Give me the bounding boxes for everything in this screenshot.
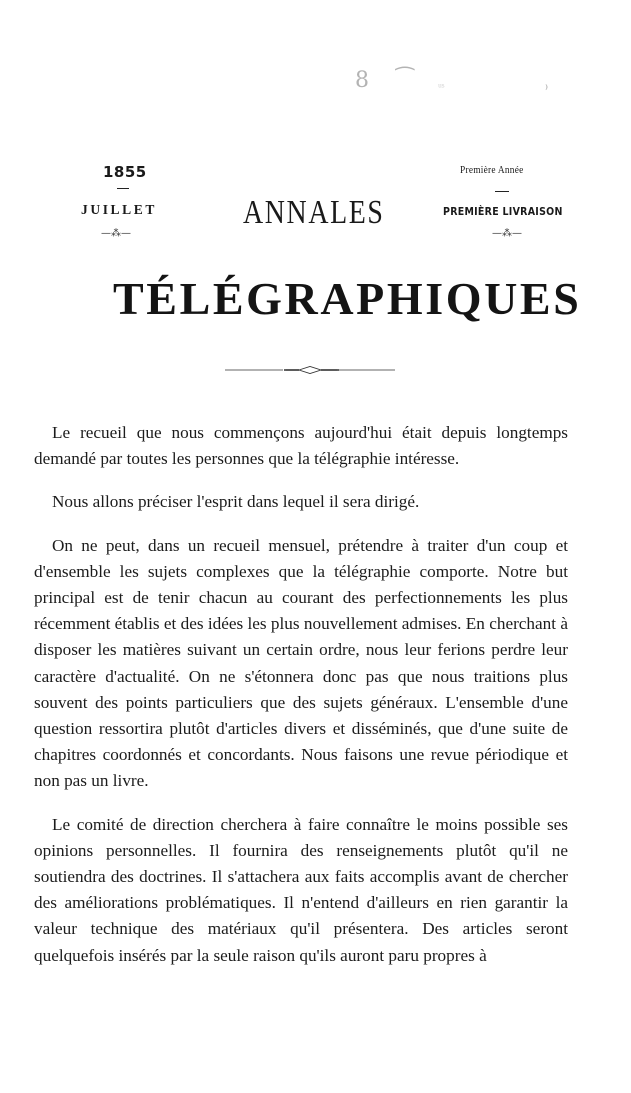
handwritten-smudge: ᵘˢ <box>438 80 445 94</box>
issue-label: PREMIÈRE LIVRAISON <box>443 206 563 218</box>
diamond-rule-icon <box>225 364 395 376</box>
publication-month: JUILLET <box>81 202 157 217</box>
ornament-right-icon: —⁂— <box>492 228 522 239</box>
journal-title-line2: TÉLÉGRAPHIQUES <box>113 273 582 324</box>
year-divider <box>117 188 129 189</box>
paragraph-2: Nous allons préciser l'esprit dans lequel il sera dirigé. <box>52 492 420 512</box>
paragraph-1: Le recueil que nous commençons aujourd'hui était depuis longtemps demandé par toutes les personnes que la télégraphie intéresse. <box>34 423 568 469</box>
paragraph-3: On ne peut, dans un recueil mensuel, prétendre à traiter d'un coup et d'ensemble les sujets complexes que la télégraphie comporte. Notre but principal est de tenir chacun au courant des perfectionnements les plus récemment établis et des idées les plus nouvellement admises. En cherchant à disposer les matières suivant un certain ordre, nous leur ferions perdre leur caractère d'actualité. On ne s'étonnera donc pas que nous traitions plus souvent des points particuliers que des sujets généraux. L'ensemble d'une question ressortira plutôt d'articles divers et disséminés, que d'une suite de chapitres coordonnés et concordants. Nous faisons une revue périodique et non pas un livre. <box>34 535 568 791</box>
ornament-left-icon: —⁂— <box>101 228 131 239</box>
paragraph-4: Le comité de direction cherchera à faire connaître le moins possible ses opinions personnelles. Il fournira des renseignements plutôt qu'il ne soutiendra des doctrines. Il s'attachera aux faits accomplis avant de chercher des améliorations problématiques. Il n'entend d'ailleurs en rien garantir la valeur technique des matériaux qu'il présentera. Des articles seront quelquefois insérés par la seule raison qu'ils auront paru propres à <box>34 814 568 965</box>
publication-year: 1855 <box>103 163 147 181</box>
journal-title-line1: ANNALES <box>243 194 385 231</box>
volume-label: Première Année <box>460 164 524 176</box>
article-body <box>34 420 568 986</box>
handwritten-tick: ⁾ <box>545 82 548 96</box>
volume-divider <box>495 191 509 192</box>
handwritten-page-number: 8 ⁀ <box>355 68 424 93</box>
